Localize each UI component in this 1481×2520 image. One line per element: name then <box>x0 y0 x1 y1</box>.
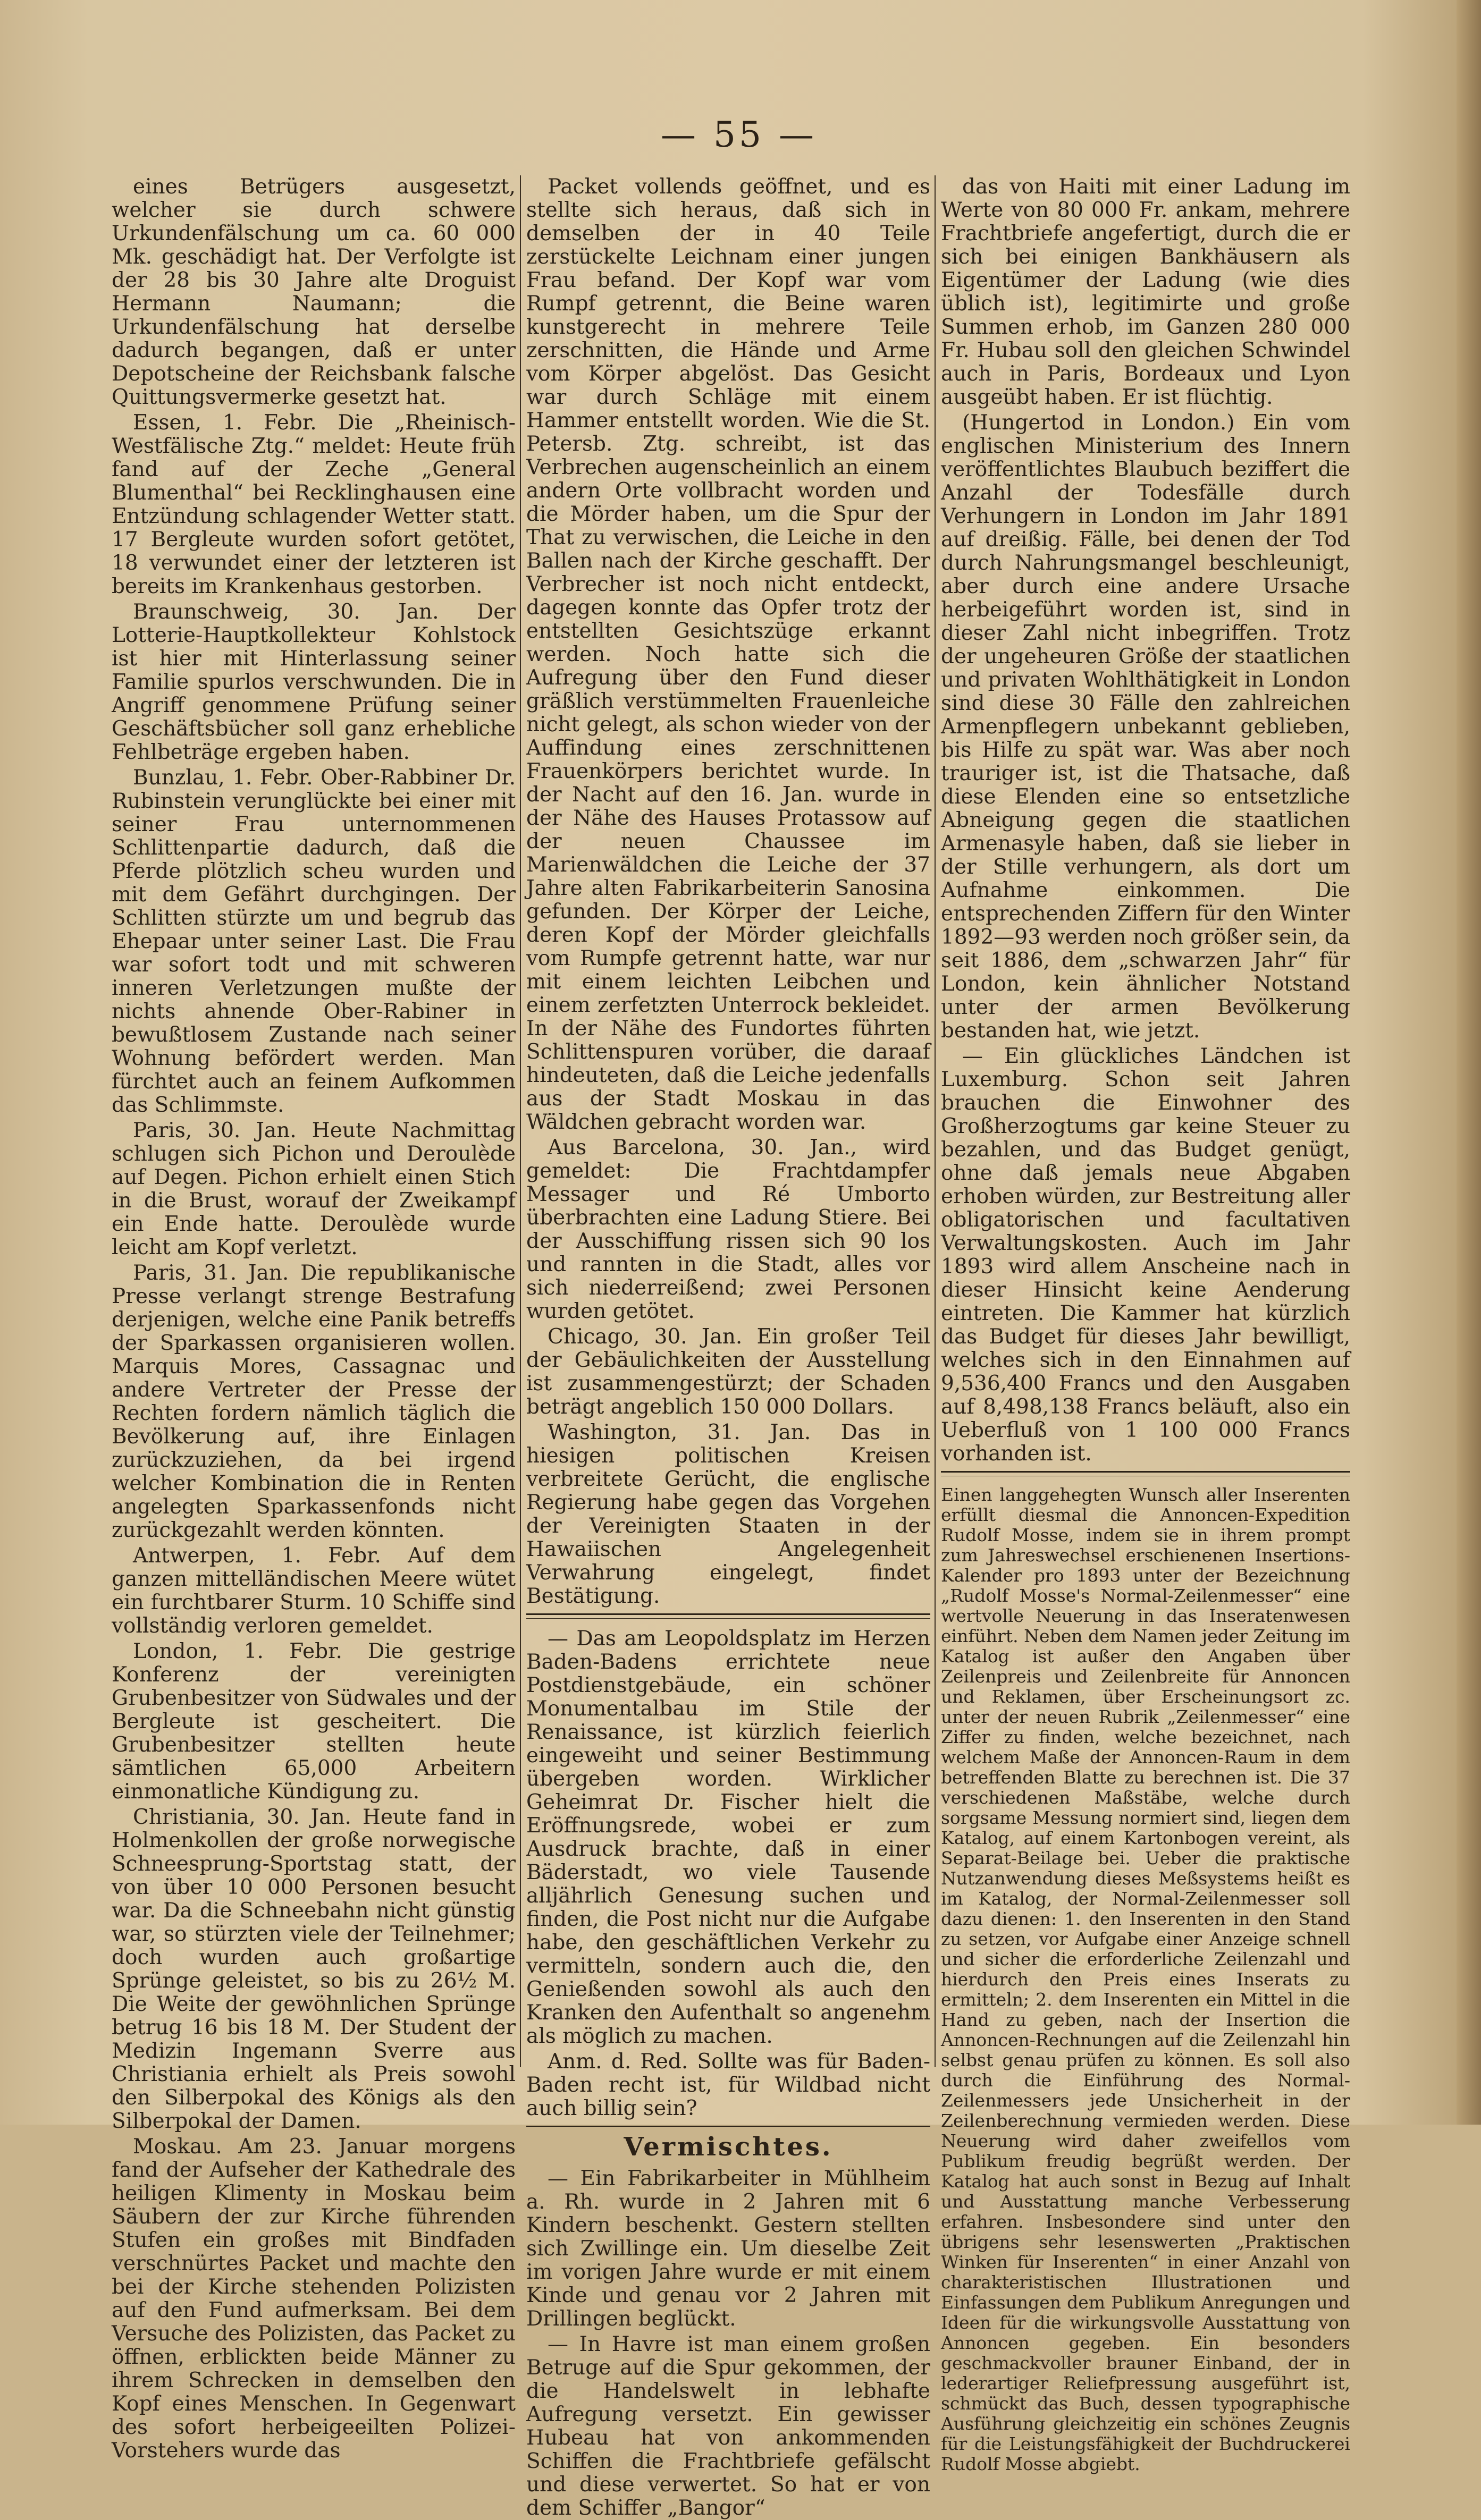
article-paragraph: Aus Barcelona, 30. Jan., wird gemeldet: Die Frachtdampfer Messager und Ré Umborto überbrachten eine Ladung Stiere. Bei der Ausschiffung rissen sich 90 los und rannten in die Stadt, alles vor sich niederreißend; zwei Personen wurden getötet. <box>526 1136 930 1323</box>
article-paragraph: — Ein Fabrikarbeiter in Mühlheim a. Rh. wurde in 2 Jahren mit 6 Kindern beschenkt. Gestern stellten sich Zwillinge ein. Um dieselbe Zeit im vorigen Jahre wurde er mit einem Kinde und genau vor 2 Jahren mit Drillingen beglückt. <box>526 2167 930 2331</box>
article-paragraph: (Hungertod in London.) Ein vom englischen Ministerium des Innern veröffentlichtes Blaubuch beziffert die Anzahl der Todesfälle durch Verhungern in London im Jahr 1891 auf dreißig. Fälle, bei denen der Tod durch Nahrungsmangel beschleunigt, aber durch eine andere Ursache herbeigeführt worden ist, sind in dieser Zahl nicht inbegriffen. Trotz der ungeheuren Größe der staatlichen und privaten Wohlthätigkeit in London sind diese 30 Fälle den zahlreichen Armenpflegern unbekannt geblieben, bis Hilfe zu spät war. Was aber noch trauriger ist, ist die Thatsache, daß diese Elenden eine so entsetzliche Abneigung gegen die staatlichen Armenasyle haben, daß sie lieber in der Stille verhungern, als dort um Aufnahme einkommen. Die entsprechenden Ziffern für den Winter 1892—93 werden noch größer sein, da seit 1886, dem „schwarzen Jahr“ für London, kein ähnlicher Notstand unter der armen Bevölkerung bestanden hat, wie jetzt. <box>941 411 1350 1043</box>
article-paragraph: Chicago, 30. Jan. Ein großer Teil der Gebäulichkeiten der Ausstellung ist zusammengestürzt; der Schaden beträgt angeblich 150 000 Dollars. <box>526 1325 930 1419</box>
article-paragraph: Packet vollends geöffnet, und es stellte sich heraus, daß sich in demselben der in 40 Teile zerstückelte Leichnam einer jungen Frau befand. Der Kopf war vom Rumpf getrennt, die Beine waren kunstgerecht in mehrere Teile zerschnitten, die Hände und Arme vom Körper abgelöst. Das Gesicht war durch Schläge mit einem Hammer entstellt worden. Wie die St. Petersb. Ztg. schreibt, ist das Verbrechen augenscheinlich an einem andern Orte vollbracht worden und die Mörder haben, um die Spur der That zu verwischen, die Leiche in den Ballen nach der Kirche geschafft. Der Verbrecher ist noch nicht entdeckt, dagegen konnte das Opfer trotz der entstellten Gesichtszüge erkannt werden. Noch hatte sich die Aufregung über den Fund dieser gräßlich verstümmelten Frauenleiche nicht gelegt, als schon wieder von der Auffindung eines zerschnittenen Frauenkörpers berichtet wurde. In der Nacht auf den 16. Jan. wurde in der Nähe des Hauses Protassow auf der neuen Chaussee im Marienwäldchen die Leiche der 37 Jahre alten Fabrikarbeiterin Sanosina gefunden. Der Körper der Leiche, deren Kopf der Mörder gleichfalls vom Rumpfe getrennt hatte, war nur mit einem leichten Leibchen und einem zerfetzten Unterrock bekleidet. In der Nähe des Fundortes führten Schlittenspuren vorüber, die daraaf hindeuteten, daß die Leiche jedenfalls aus der Stadt Moskau in das Wäldchen gebracht worden war. <box>526 175 930 1134</box>
article-paragraph: London, 1. Febr. Die gestrige Konferenz der vereinigten Grubenbesitzer von Südwales und der Bergleute ist gescheitert. Die Grubenbesitzer stellten heute sämtlichen 65,000 Arbeitern einmonatliche Kündigung zu. <box>112 1639 516 1804</box>
section-divider <box>941 1471 1350 1476</box>
column-1 <box>112 175 516 2463</box>
article-paragraph: Christiania, 30. Jan. Heute fand in Holmenkollen der große norwegische Schneesprung-Sportstag statt, der von über 10 000 Personen besucht war. Da die Schneebahn nicht günstig war, so stürzten viele der Teilnehmer; doch wurden auch großartige Sprünge geleistet, so bis zu 26½ M. Die Weite der gewöhnlichen Sprünge betrug 16 bis 18 M. Der Student der Medizin Ingemann Sverre aus Christiania erhielt als Preis sowohl den Silberpokal des Königs als den Silberpokal der Damen. <box>112 1805 516 2133</box>
article-paragraph: Paris, 30. Jan. Heute Nachmittag schlugen sich Pichon und Deroulède auf Degen. Pichon erhielt einen Stich in die Brust, worauf der Zweikampf ein Ende hatte. Deroulède wurde leicht am Kopf verletzt. <box>112 1119 516 1259</box>
column-rule-2 <box>935 175 936 2067</box>
article-paragraph: Moskau. Am 23. Januar morgens fand der Aufseher der Kathedrale des heiligen Klimenty in Moskau beim Säubern der zur Kirche führenden Stufen ein großes mit Bindfaden verschnürtes Packet und machte den bei der Kirche stehenden Polizisten auf den Fund aufmerksam. Bei dem Versuche des Polizisten, das Packet zu öffnen, erblickten beide Männer zu ihrem Schrecken in demselben den Kopf eines Menschen. In Gegenwart des sofort herbeigeeilten Polizei-Vorstehers wurde das <box>112 2135 516 2463</box>
article-paragraph: das von Haiti mit einer Ladung im Werte von 80 000 Fr. ankam, mehrere Frachtbriefe angefertigt, durch die er sich bei einigen Bankhäusern als Eigentümer der Ladung (wie dies üblich ist), legitimirte und große Summen erhob, im Ganzen 280 000 Fr. Hubau soll den gleichen Schwindel auch in Paris, Bordeaux und Lyon ausgeübt haben. Er ist flüchtig. <box>941 175 1350 409</box>
article-paragraph: Antwerpen, 1. Febr. Auf dem ganzen mittelländischen Meere wütet ein furchtbarer Sturm. 10 Schiffe sind vollständig verloren gemeldet. <box>112 1544 516 1638</box>
article-paragraph: — Das am Leopoldsplatz im Herzen Baden-Badens errichtete neue Postdienstgebäude, ein schöner Monumentalbau im Stile der Renaissance, ist kürzlich feierlich eingeweiht und seiner Bestimmung übergeben worden. Wirklicher Geheimrat Dr. Fischer hielt die Eröffnungsrede, wobei er zum Ausdruck brachte, daß in einer Bäderstadt, wo viele Tausende alljährlich Genesung suchen und finden, die Post nicht nur die Aufgabe habe, den geschäftlichen Verkehr zu vermitteln, sondern auch die, den Genießenden sowohl als auch den Kranken den Aufenthalt so angenehm als möglich zu machen. <box>526 1627 930 2048</box>
advertisement-text: Einen langgehegten Wunsch aller Inserenten erfüllt diesmal die Annoncen-Expedition Rudolf Mosse, indem sie in ihrem prompt zum Jahreswechsel erschienenen Insertions-Kalender pro 1893 unter der Bezeichnung „Rudolf Mosse's Normal-Zeilenmesser“ eine wertvolle Neuerung in das Inseratenwesen einführt. Neben dem Namen jeder Zeitung im Katalog ist außer den Angaben über Zeilenpreis und Zeilenbreite für Annoncen und Reklamen, über Erscheinungsort zc. unter der neuen Rubrik „Zeilenmesser“ eine Ziffer zu finden, welche bezeichnet, nach welchem Maße der Annoncen-Raum in dem betreffenden Blatte zu berechnen ist. Die 37 verschiedenen Maßstäbe, welche durch sorgsame Messung normiert sind, liegen dem Katalog, auf einem Kartonbogen vereint, als Separat-Beilage bei. Ueber die praktische Nutzanwendung dieses Meßsystems heißt es im Katalog, der Normal-Zeilenmesser soll dazu dienen: 1. den Inserenten in den Stand zu setzen, vor Aufgabe einer Anzeige schnell und sicher die erforderliche Zeilenzahl und hierdurch den Preis eines Inserats zu ermitteln; 2. dem Inserenten ein Mittel in die Hand zu geben, nach der Insertion die Annoncen-Rechnungen auf die Zeilenzahl hin selbst genau prüfen zu können. Es soll also durch die Einführung des Normal-Zeilenmessers jede Unsicherheit in der Zeilenberechnung vermieden werden. Diese Neuerung wird daher zweifellos vom Publikum freudig begrüßt werden. Der Katalog hat auch sonst in Bezug auf Inhalt und Ausstattung manche Verbesserung erfahren. Insbesondere sind unter den übrigens sehr lesenswerten „Praktischen Winken für Inserenten“ in einer Anzahl von charakteristischen Illustrationen und Einfassungen dem Publikum Anregungen und Ideen für die wirkungsvolle Ausstattung von Annoncen gegeben. Ein besonders geschmackvoller brauner Einband, der in lederartiger Reliefpressung ausgeführt ist, schmückt das Buch, dessen typographische Ausführung gleichzeitig ein schönes Zeugnis für die Leistungsfähigkeit der Buchdruckerei Rudolf Mosse abgiebt. <box>941 1484 1350 2474</box>
article-paragraph: eines Betrügers ausgesetzt, welcher sie durch schwere Urkundenfälschung um ca. 60 000 Mk. geschädigt hat. Der Verfolgte ist der 28 bis 30 Jahre alte Droguist Hermann Naumann; die Urkundenfälschung hat derselbe dadurch begangen, daß er unter Depotscheine der Reichsbank falsche Quittungsvermerke gesetzt hat. <box>112 175 516 409</box>
page-number: — 55 — <box>661 114 817 155</box>
column-3 <box>941 175 1350 2474</box>
column-2 <box>526 175 930 2520</box>
article-paragraph: Braunschweig, 30. Jan. Der Lotterie-Hauptkollekteur Kohlstock ist hier mit Hinterlassung seiner Familie spurlos verschwunden. Die in Angriff genommene Prüfung seiner Geschäftsbücher soll ganz erhebliche Fehlbeträge ergeben haben. <box>112 600 516 764</box>
book-binding-edge <box>1457 0 1481 2125</box>
section-heading: Vermischtes. <box>624 2132 833 2162</box>
section-divider <box>526 1613 930 1619</box>
column-rule-1 <box>520 175 521 2067</box>
editor-note: Anm. d. Red. Sollte was für Baden-Baden recht ist, für Wildbad nicht auch billig sein? <box>526 2050 930 2120</box>
article-paragraph: Washington, 31. Jan. Das in hiesigen politischen Kreisen verbreitete Gerücht, die englische Regierung habe gegen das Vorgehen der Vereinigten Staaten in der Hawaiischen Angelegenheit Verwahrung eingelegt, findet Bestätigung. <box>526 1420 930 1608</box>
article-paragraph: Bunzlau, 1. Febr. Ober-Rabbiner Dr. Rubinstein verunglückte bei einer mit seiner Frau unternommenen Schlittenpartie dadurch, daß die Pferde plötzlich scheu wurden und mit dem Gefährt durchgingen. Der Schlitten stürzte um und begrub das Ehepaar unter seiner Last. Die Frau war sofort todt und mit schweren inneren Verletzungen mußte der nichts ahnende Ober-Rabiner in bewußtlosem Zustande nach seiner Wohnung befördert werden. Man fürchtet auch an feinem Aufkommen das Schlimmste. <box>112 766 516 1117</box>
article-paragraph: Essen, 1. Febr. Die „Rheinisch-Westfälische Ztg.“ meldet: Heute früh fand auf der Zeche „General Blumenthal“ bei Recklinghausen eine Entzündung schlagender Wetter statt. 17 Bergleute wurden sofort getötet, 18 verwundet einer der letzteren ist bereits im Krankenhaus gestorben. <box>112 411 516 598</box>
article-paragraph: — Ein glückliches Ländchen ist Luxemburg. Schon seit Jahren brauchen die Einwohner des Großherzogtums gar keine Steuer zu bezahlen, und das Budget genügt, ohne daß jemals neue Abgaben erhoben würden, zur Bestreitung aller obligatorischen und facultativen Verwaltungskosten. Auch im Jahr 1893 wird allem Anscheine nach in dieser Hinsicht keine Aenderung eintreten. Die Kammer hat kürzlich das Budget für dieses Jahr bewilligt, welches sich in den Einnahmen auf 9,536,400 Francs und den Ausgaben auf 8,498,138 Francs beläuft, also ein Ueberfluß von 1 100 000 Francs vorhanden ist. <box>941 1044 1350 1466</box>
article-paragraph: Paris, 31. Jan. Die republikanische Presse verlangt strenge Bestrafung derjenigen, welche eine Panik betreffs der Sparkassen organisieren wollen. Marquis Mores, Cassagnac und andere Vertreter der Presse der Rechten fordern nämlich täglich die Bevölkerung auf, ihre Einlagen zurückzuziehen, da bei irgend welcher Kombination die in Renten angelegten Sparkassenfonds nicht zurückgezahlt werden könnten. <box>112 1261 516 1542</box>
section-divider <box>526 2126 930 2127</box>
advertisement-block <box>941 1485 1350 2474</box>
article-paragraph: — In Havre ist man einem großen Betruge auf die Spur gekommen, der die Handelswelt in lebhafte Aufregung versetzt. Ein gewisser Hubeau hat von ankommenden Schiffen die Frachtbriefe gefälscht und diese verwertet. So hat er von dem Schiffer „Bangor“ <box>526 2332 930 2520</box>
